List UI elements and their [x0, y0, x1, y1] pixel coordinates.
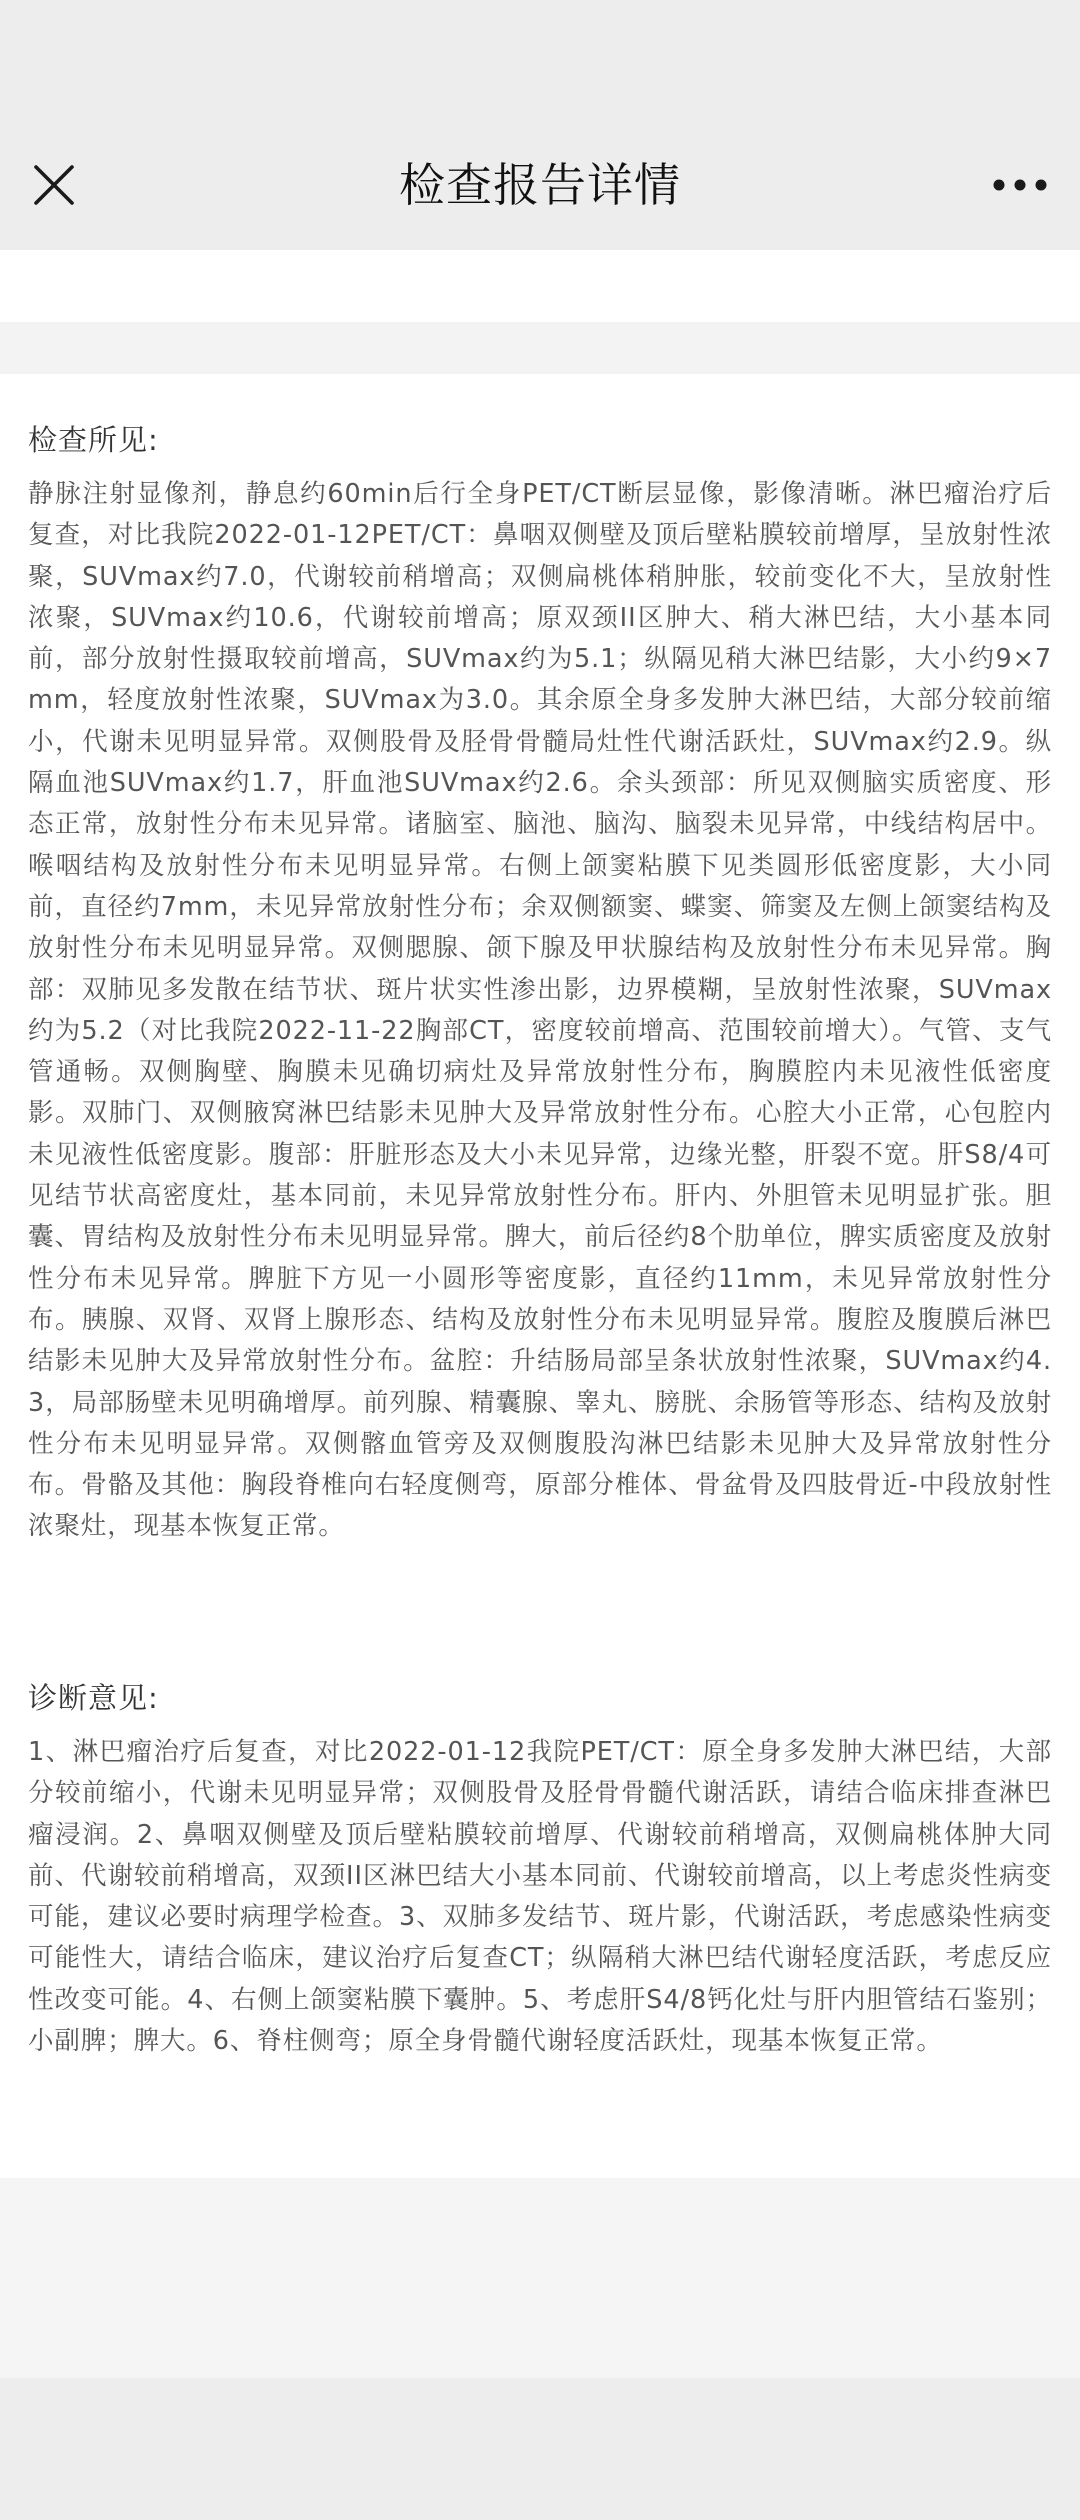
status-bar — [0, 0, 1080, 120]
findings-body: 静脉注射显像剂，静息约60min后行全身PET/CT断层显像，影像清晰。淋巴瘤治疗后复查，对比我院2022-01-12PET/CT：鼻咽双侧壁及顶后壁粘膜较前增厚，呈放射性浓聚，SUVmax约7.0，代谢较前稍增高；双侧扁桃体稍肿胀，较前变化不大，呈放射性浓聚，SUVmax约10.6，代谢较前增高；原双颈II区肿大、稍大淋巴结，大小基本同前，部分放射性摄取较前增高，SUVmax约为5.1；纵隔见稍大淋巴结影，大小约9×7mm，轻度放射性浓聚，SUVmax为3.0。其余原全身多发肿大淋巴结，大部分较前缩小，代谢未见明显异常。双侧股骨及胫骨骨髓局灶性代谢活跃灶，SUVmax约2.9。纵隔血池SUVmax约1.7，肝血池SUVmax约2.6。余头颈部：所见双侧脑实质密度、形态正常，放射性分布未见异常。诸脑室、脑池、脑沟、脑裂未见异常，中线结构居中。喉咽结构及放射性分布未见明显异常。右侧上颌窦粘膜下见类圆形低密度影，大小同前，直径约7mm，未见异常放射性分布；余双侧额窦、蝶窦、筛窦及左侧上颌窦结构及放射性分布未见明显异常。双侧腮腺、颌下腺及甲状腺结构及放射性分布未见异常。胸部：双肺见多发散在结节状、斑片状实性渗出影，边界模糊，呈放射性浓聚，SUVmax约为5.2（对比我院2022-11-22胸部CT，密度较前增高、范围较前增大）。气管、支气管通畅。双侧胸壁、胸膜未见确切病灶及异常放射性分布，胸膜腔内未见液性低密度影。双肺门、双侧腋窝淋巴结影未见肿大及异常放射性分布。心腔大小正常，心包腔内未见液性低密度影。腹部：肝脏形态及大小未见异常，边缘光整，肝裂不宽。肝S8/4可见结节状高密度灶，基本同前，未见异常放射性分布。肝内、外胆管未见明显扩张。胆囊、胃结构及放射性分布未见明显异常。脾大，前后径约8个肋单位，脾实质密度及放射性分布未见异常。脾脏下方见一小圆形等密度影，直径约11mm，未见异常放射性分布。胰腺、双肾、双肾上腺形态、结构及放射性分布未见明显异常。腹腔及腹膜后淋巴结影未见肿大及异常放射性分布。盆腔：升结肠局部呈条状放射性浓聚，SUVmax约4.3，局部肠壁未见明确增厚。前列腺、精囊腺、睾丸、膀胱、余肠管等形态、结构及放射性分布未见明显异常。双侧髂血管旁及双侧腹股沟淋巴结影未见肿大及异常放射性分布。骨骼及其他：胸段脊椎向右轻度侧弯，原部分椎体、骨盆骨及四肢骨近-中段放射性浓聚灶，现基本恢复正常。 — [28, 479, 1052, 1542]
page-title: 检查报告详情 — [399, 158, 681, 212]
nav-bar — [0, 120, 1080, 250]
more-horizontal-icon — [992, 178, 1048, 192]
separator — [0, 322, 1080, 374]
spacer-band — [0, 374, 1080, 390]
bottom-spacer — [0, 2178, 1080, 2378]
more-button[interactable] — [982, 153, 1058, 217]
report-content — [0, 390, 1080, 2178]
diagnosis-heading: 诊断意见: — [28, 1681, 159, 1715]
findings-heading: 检查所见: — [28, 423, 159, 457]
diagnosis-body: 1、淋巴瘤治疗后复查，对比2022-01-12我院PET/CT：原全身多发肿大淋巴结，大部分较前缩小，代谢未见明显异常；双侧股骨及胫骨骨髓代谢活跃，请结合临床排查淋巴瘤浸润。2、鼻咽双侧壁及顶后壁粘膜较前增厚、代谢较前稍增高，双侧扁桃体肿大同前、代谢较前稍增高，双颈II区淋巴结大小基本同前、代谢较前增高，以上考虑炎性病变可能，建议必要时病理学检查。3、双肺多发结节、斑片影，代谢活跃，考虑感染性病变可能性大，请结合临床，建议治疗后复查CT；纵隔稍大淋巴结代谢轻度活跃，考虑反应性改变可能。4、右侧上颌窦粘膜下囊肿。5、考虑肝S4/8钙化灶与肝内胆管结石鉴别；小副脾；脾大。6、脊柱侧弯；原全身骨髓代谢轻度活跃灶，现基本恢复正常。 — [28, 1737, 1052, 2057]
spacer-band — [0, 250, 1080, 322]
